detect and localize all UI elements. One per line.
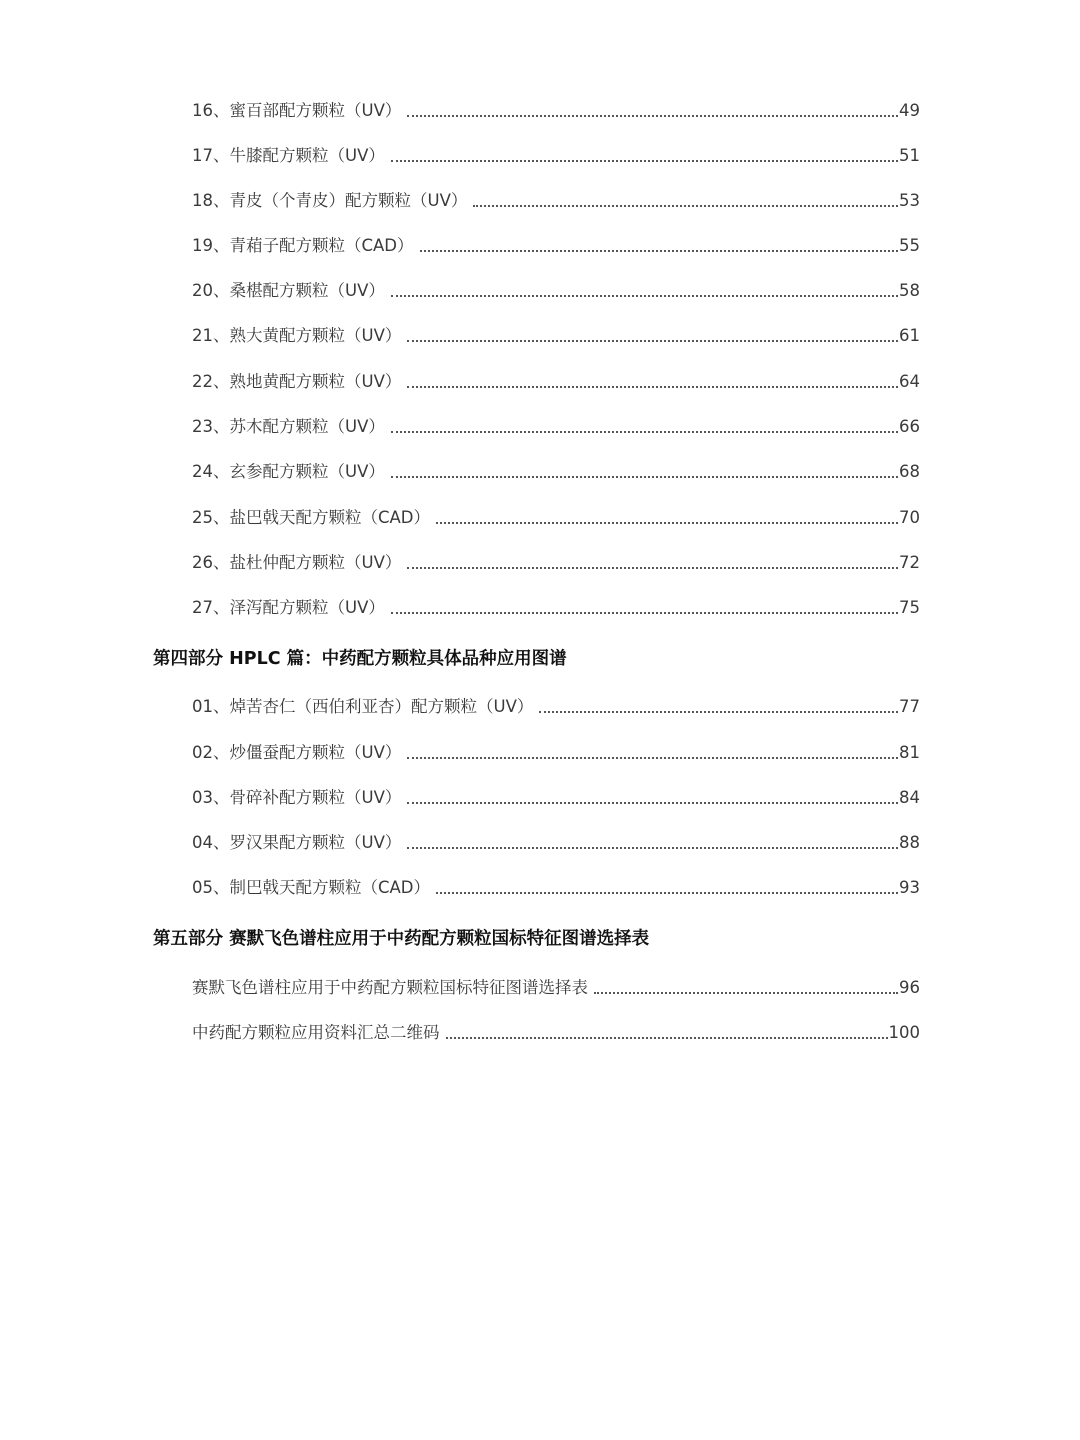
dot-leader xyxy=(391,431,898,433)
dot-leader xyxy=(391,295,898,297)
entry-label: 23、苏木配方颗粒（UV） xyxy=(192,417,385,436)
entry-label: 03、骨碎补配方颗粒（UV） xyxy=(192,788,402,807)
entry-label: 16、蜜百部配方颗粒（UV） xyxy=(192,101,402,120)
toc-entry[interactable] xyxy=(192,830,920,856)
entry-label: 24、玄参配方颗粒（UV） xyxy=(192,462,385,481)
entry-label: 25、盐巴戟天配方颗粒（CAD） xyxy=(192,508,431,527)
entry-page: 70 xyxy=(899,508,920,527)
entry-page: 66 xyxy=(899,417,920,436)
toc-entry[interactable] xyxy=(192,414,920,440)
toc-entry[interactable] xyxy=(192,595,920,621)
entry-label: 22、熟地黄配方颗粒（UV） xyxy=(192,372,402,391)
entry-page: 53 xyxy=(899,191,920,210)
entry-page: 100 xyxy=(888,1023,920,1042)
entry-page: 58 xyxy=(899,281,920,300)
entry-label: 05、制巴戟天配方颗粒（CAD） xyxy=(192,878,431,897)
toc-entry[interactable] xyxy=(192,278,920,304)
toc-entry[interactable] xyxy=(192,369,920,395)
toc-entry[interactable] xyxy=(192,505,920,531)
toc-entry[interactable] xyxy=(192,550,920,576)
dot-leader xyxy=(407,386,898,388)
entry-label: 赛默飞色谱柱应用于中药配方颗粒国标特征图谱选择表 xyxy=(192,978,588,997)
entry-page: 51 xyxy=(899,146,920,165)
entry-label: 01、焯苦杏仁（西伯利亚杏）配方颗粒（UV） xyxy=(192,697,534,716)
toc-entry[interactable] xyxy=(192,459,920,485)
dot-leader xyxy=(594,992,898,994)
entry-page: 96 xyxy=(899,978,920,997)
entry-label: 04、罗汉果配方颗粒（UV） xyxy=(192,833,402,852)
entry-page: 55 xyxy=(899,236,920,255)
entry-page: 49 xyxy=(899,101,920,120)
dot-leader xyxy=(407,340,898,342)
entry-page: 93 xyxy=(899,878,920,897)
dot-leader xyxy=(407,757,898,759)
entry-label: 21、熟大黄配方颗粒（UV） xyxy=(192,326,402,345)
entry-label: 26、盐杜仲配方颗粒（UV） xyxy=(192,553,402,572)
dot-leader xyxy=(391,476,898,478)
toc-entry[interactable] xyxy=(192,188,920,214)
toc-entry[interactable] xyxy=(192,694,920,720)
toc-entry[interactable] xyxy=(192,1020,920,1046)
section-heading-part5[interactable]: 第五部分 赛默飞色谱柱应用于中药配方颗粒国标特征图谱选择表 xyxy=(153,929,650,949)
toc-entry[interactable] xyxy=(192,98,920,124)
toc-entry[interactable] xyxy=(192,740,920,766)
toc-entry[interactable] xyxy=(192,143,920,169)
dot-leader xyxy=(446,1037,888,1039)
entry-page: 84 xyxy=(899,788,920,807)
dot-leader xyxy=(473,205,898,207)
toc-entry[interactable] xyxy=(192,785,920,811)
entry-page: 81 xyxy=(899,743,920,762)
dot-leader xyxy=(391,160,898,162)
dot-leader xyxy=(407,847,898,849)
entry-label: 18、青皮（个青皮）配方颗粒（UV） xyxy=(192,191,468,210)
entry-page: 77 xyxy=(899,697,920,716)
entry-label: 19、青葙子配方颗粒（CAD） xyxy=(192,236,414,255)
entry-page: 88 xyxy=(899,833,920,852)
entry-page: 64 xyxy=(899,372,920,391)
dot-leader xyxy=(391,612,898,614)
entry-page: 72 xyxy=(899,553,920,572)
entry-page: 61 xyxy=(899,326,920,345)
dot-leader xyxy=(436,892,898,894)
entry-page: 68 xyxy=(899,462,920,481)
section-heading-part4[interactable]: 第四部分 HPLC 篇：中药配方颗粒具体品种应用图谱 xyxy=(153,649,567,669)
toc-entry[interactable] xyxy=(192,233,920,259)
entry-label: 20、桑椹配方颗粒（UV） xyxy=(192,281,385,300)
dot-leader xyxy=(420,250,898,252)
dot-leader xyxy=(539,711,898,713)
dot-leader xyxy=(407,567,898,569)
entry-label: 中药配方颗粒应用资料汇总二维码 xyxy=(192,1023,440,1042)
entry-label: 17、牛膝配方颗粒（UV） xyxy=(192,146,385,165)
toc-entry[interactable] xyxy=(192,323,920,349)
entry-page: 75 xyxy=(899,598,920,617)
dot-leader xyxy=(436,522,898,524)
toc-entry[interactable] xyxy=(192,875,920,901)
dot-leader xyxy=(407,802,898,804)
entry-label: 02、炒僵蚕配方颗粒（UV） xyxy=(192,743,402,762)
entry-label: 27、泽泻配方颗粒（UV） xyxy=(192,598,385,617)
dot-leader xyxy=(407,115,898,117)
toc-entry[interactable] xyxy=(192,975,920,1001)
